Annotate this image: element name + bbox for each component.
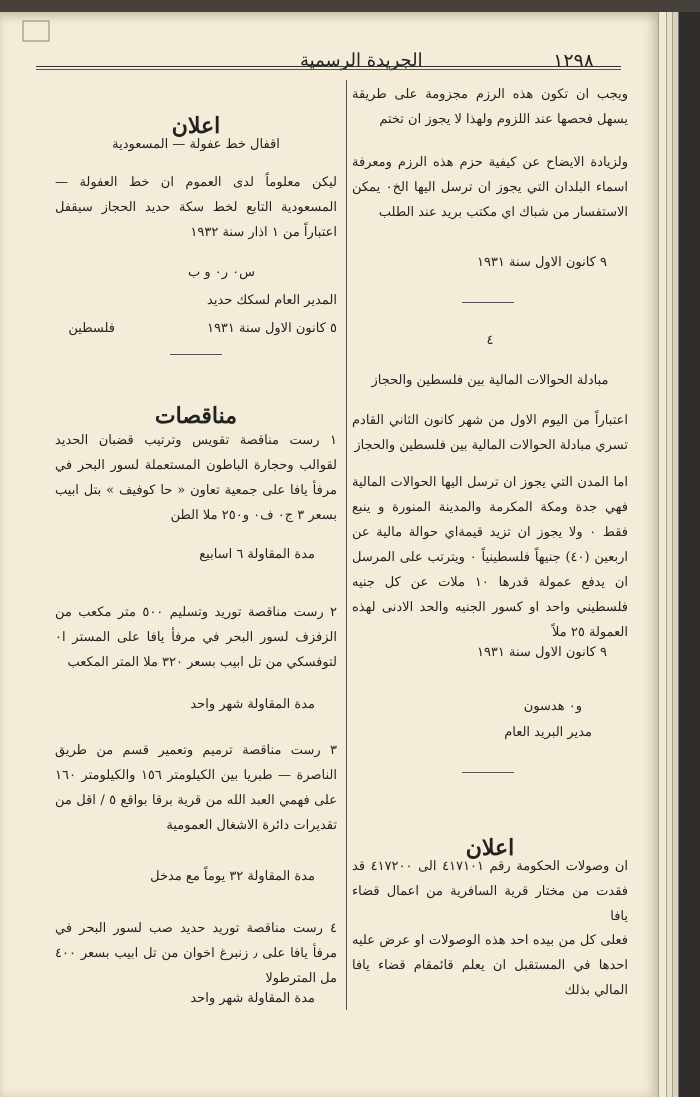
- notice-title: اعلان: [465, 835, 515, 861]
- paragraph: ويجب ان تكون هذه الرزم مجزومة على طريقة يسهل فحصها عند اللزوم ولهذا لا يجوز ان تختم: [352, 87, 628, 127]
- date-line: ٩ كانون الاول سنة ١٩٣١: [476, 255, 607, 270]
- notice-subtitle: اقفال خط عفولة — المسعودية: [112, 137, 280, 152]
- header-rule: [36, 66, 621, 67]
- book-cover-edge: [678, 12, 700, 1097]
- tender-item: ٤ رست مناقصة توريد حديد صب لسور البحر في مرفأ يافا على ٫ زنبرغ اخوان من تل ابيب بسعر ٤٠٠ مل المترطولا: [55, 921, 337, 986]
- page-number: ١٢٩٨: [553, 50, 594, 72]
- tender-item: ١ رست مناقصة تقويس وترتيب قضبان الحديد لقوالب وحجارة الباطون المستعملة لسور البحر في مرفأ يافا على جمعية تعاون « حا كوفيف » بتل ابيب بسعر ٣ ج٠ ف٠ و٢٥٠ ملا الطن: [55, 433, 337, 523]
- paragraph: اما المدن التي يجوز ان ترسل اليها الحوالات المالية فهي جدة ومكة المكرمة والمدينة المنورة و ينبع فقط ٠ ولا يجوز ان تزيد قيمةاي حوالة مالية عن اربعين (٤٠) جنيهاً فلسطينياً ٠ ويترتب على المرسل ان يدفع عمولة قدرها ١٠ ملات عن كل جنيه فلسطيني واحد او كسور الجنيه والحد الادنى لهذه العمولة ٢٥ ملاً: [352, 475, 629, 640]
- paragraph: ان وصولات الحكومة رقم ٤١٧١٠١ الى ٤١٧٢٠٠ قد فقدت من مختار قرية السافرية من اعمال قضاء يافا: [352, 859, 629, 924]
- tender-duration: مدة المقاولة ٦ اسابيع: [199, 547, 315, 562]
- paragraph: اعتباراً من اليوم الاول من شهر كانون الثاني القادم تسري مبادلة الحوالات المالية بين فلسطين والحجاز: [352, 413, 628, 453]
- paragraph: فعلى كل من بيده احد هذه الوصولات او عرض عليه احدها في المستقبل ان يعلم قائمقام قضاء يافا المالي بذلك: [352, 933, 628, 998]
- header-rule: [36, 69, 621, 70]
- tender-duration: مدة المقاولة شهر واحد: [190, 991, 315, 1006]
- column-divider: [346, 80, 347, 1010]
- section-rule: [170, 354, 222, 355]
- running-title: الجريدة الرسمية: [300, 50, 423, 71]
- notice-title: اعلان: [171, 113, 221, 139]
- paragraph: ليكن معلوماً لدى العموم ان خط العفولة — المسعودية التابع لخط سكة حديد الحجاز سيقفل اعتباراً من ١ اذار سنة ١٩٣٢: [55, 175, 337, 240]
- section-number: ٤: [486, 333, 494, 348]
- tender-duration: مدة المقاولة شهر واحد: [190, 697, 315, 712]
- paragraph: ولزيادة الايضاح عن كيفية حزم هذه الرزم ومعرفة اسماء البلدان التي يجوز ان ترسل اليها الخ٠ يمكن الاستفسار من شباك اي مكتب بريد عند الطلب: [352, 155, 628, 220]
- signatory-title: مدير البريد العام: [504, 725, 592, 740]
- signatory-name: و٠ هدسون: [523, 699, 582, 714]
- library-stamp-icon: [22, 20, 50, 42]
- signatory-initials: س٠ ر٠ و ب: [187, 265, 255, 280]
- signatory-title: المدير العام لسكك حديد: [207, 293, 337, 308]
- tender-item: ٣ رست مناقصة ترميم وتعمير قسم من طريق الناصرة — طبريا بين الكيلومتر ١٥٦ والكيلومتر ١٦٠ على فهمي العبد الله من قرية برقا بواقع ٥ / اقل من تقديرات دائرة الاشغال العمومية: [55, 743, 337, 833]
- signatory-place: فلسطين: [68, 321, 115, 336]
- tender-item: ٢ رست مناقصة توريد وتسليم ٥٠٠ متر مكعب من الزفزف لسور البحر في مرفأ يافا على المستر ا٠ لتوفسكي من تل ابيب بسعر ٣٢٠ ملا المتر المكعب: [55, 605, 338, 670]
- section-rule: [462, 772, 514, 773]
- tenders-heading: مناقصات: [154, 403, 238, 429]
- tender-duration: مدة المقاولة ٣٢ يوماً مع مدخل: [150, 869, 315, 884]
- signature-date: ٥ كانون الاول سنة ١٩٣١: [206, 321, 337, 336]
- date-line: ٩ كانون الاول سنة ١٩٣١: [476, 645, 607, 660]
- section-title: مبادلة الحوالات المالية بين فلسطين والحجاز: [371, 373, 609, 388]
- section-rule: [462, 302, 514, 303]
